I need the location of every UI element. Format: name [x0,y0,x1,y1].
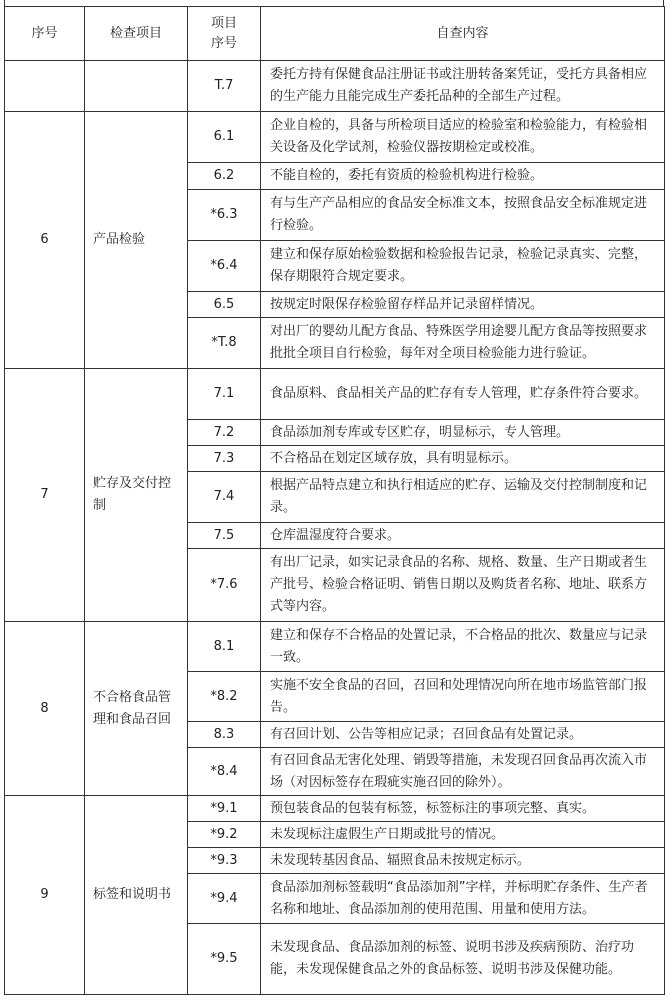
row-content: 食品添加剂标签载明“食品添加剂”字样，并标明贮存条件、生产者名称和地址、食品添加剂的使用范围、用量和使用方法。 [261,874,665,924]
row-code: 8.1 [188,622,261,672]
row-content: 未发现食品、食品添加剂的标签、说明书涉及疾病预防、治疗功能，未发现保健食品之外的食品标签、说明书涉及保健功能。 [261,924,665,995]
row-code: *9.2 [188,822,261,848]
self-inspection-table [4,6,665,995]
row-content: 对出厂的婴幼儿配方食品、特殊医学用途婴儿配方食品等按照要求批批全项目自行检验，每年对全项目检验能力进行验证。 [261,318,665,369]
group-item: 标签和说明书 [85,796,188,995]
row-code: 7.1 [188,369,261,420]
row-code: *8.4 [188,748,261,796]
row-content: 有召回计划、公告等相应记录；召回食品有处置记录。 [261,722,665,748]
row-code: *9.4 [188,874,261,924]
row-content: 食品添加剂专库或专区贮存，明显标示，专人管理。 [261,420,665,446]
group-seq: 8 [5,622,85,796]
row-content: 实施不安全食品的召回，召回和处理情况向所在地市场监管部门报告。 [261,672,665,722]
table-row [5,112,665,163]
row-code: 6.2 [188,163,261,190]
row-content: 建立和保存不合格品的处置记录，不合格品的批次、数量应与记录一致。 [261,622,665,672]
row-code: 7.3 [188,446,261,472]
group-item: 不合格食品管理和食品召回 [85,622,188,796]
header-code-label: 项目序号 [210,15,237,51]
header-item: 检查项目 [85,7,188,61]
row-content: 委托方持有保健食品注册证书或注册转备案凭证，受托方具备相应的生产能力且能完成生产委托品种的全部生产过程。 [261,61,665,112]
table-row [5,61,665,112]
row-content: 企业自检的，具备与所检项目适应的检验室和检验能力，有检验相关设备及化学试剂，检验仪器按期检定或校准。 [261,112,665,163]
row-code: *T.8 [188,318,261,369]
row-code: *8.2 [188,672,261,722]
group-item: 贮存及交付控制 [85,369,188,622]
row-code: 7.5 [188,523,261,549]
header-code [188,7,261,61]
row-code: *7.6 [188,549,261,622]
row-code: 7.4 [188,472,261,523]
table-row [5,369,665,420]
row-content: 仓库温湿度符合要求。 [261,523,665,549]
row-content: 未发现转基因食品、辐照食品未按规定标示。 [261,848,665,874]
row-code: *6.3 [188,190,261,241]
group-seq: 7 [5,369,85,622]
group-item: 产品检验 [85,112,188,369]
row-content: 不能自检的，委托有资质的检验机构进行检验。 [261,163,665,190]
row-content: 按规定时限保存检验留存样品并记录留样情况。 [261,292,665,318]
row-code: *6.4 [188,241,261,292]
group-seq [5,61,85,112]
table-row [5,796,665,822]
row-content: 未发现标注虚假生产日期或批号的情况。 [261,822,665,848]
row-code: *9.1 [188,796,261,822]
row-code: T.7 [188,61,261,112]
row-content: 有与生产产品相应的食品安全标准文本，按照食品安全标准规定进行检验。 [261,190,665,241]
row-code: 8.3 [188,722,261,748]
row-code: *9.3 [188,848,261,874]
row-content: 预包装食品的包装有标签，标签标注的事项完整、真实。 [261,796,665,822]
table-row [5,622,665,672]
row-code: 6.1 [188,112,261,163]
row-code: *9.5 [188,924,261,995]
row-content: 不合格品在划定区域存放，具有明显标示。 [261,446,665,472]
header-seq: 序号 [5,7,85,61]
header-content: 自查内容 [261,7,665,61]
header-row [5,7,665,61]
row-content: 根据产品特点建立和执行相适应的贮存、运输及交付控制制度和记录。 [261,472,665,523]
row-content: 有召回食品无害化处理、销毁等措施，未发现召回食品再次流入市场（对因标签存在瑕疵实施召回的除外）。 [261,748,665,796]
group-seq: 9 [5,796,85,995]
row-code: 7.2 [188,420,261,446]
group-seq: 6 [5,112,85,369]
row-code: 6.5 [188,292,261,318]
row-content: 食品原料、食品相关产品的贮存有专人管理，贮存条件符合要求。 [261,369,665,420]
row-content: 建立和保存原始检验数据和检验报告记录，检验记录真实、完整，保存期限符合规定要求。 [261,241,665,292]
row-content: 有出厂记录，如实记录食品的名称、规格、数量、生产日期或者生产批号、检验合格证明、销售日期以及购货者名称、地址、联系方式等内容。 [261,549,665,622]
group-item [85,61,188,112]
